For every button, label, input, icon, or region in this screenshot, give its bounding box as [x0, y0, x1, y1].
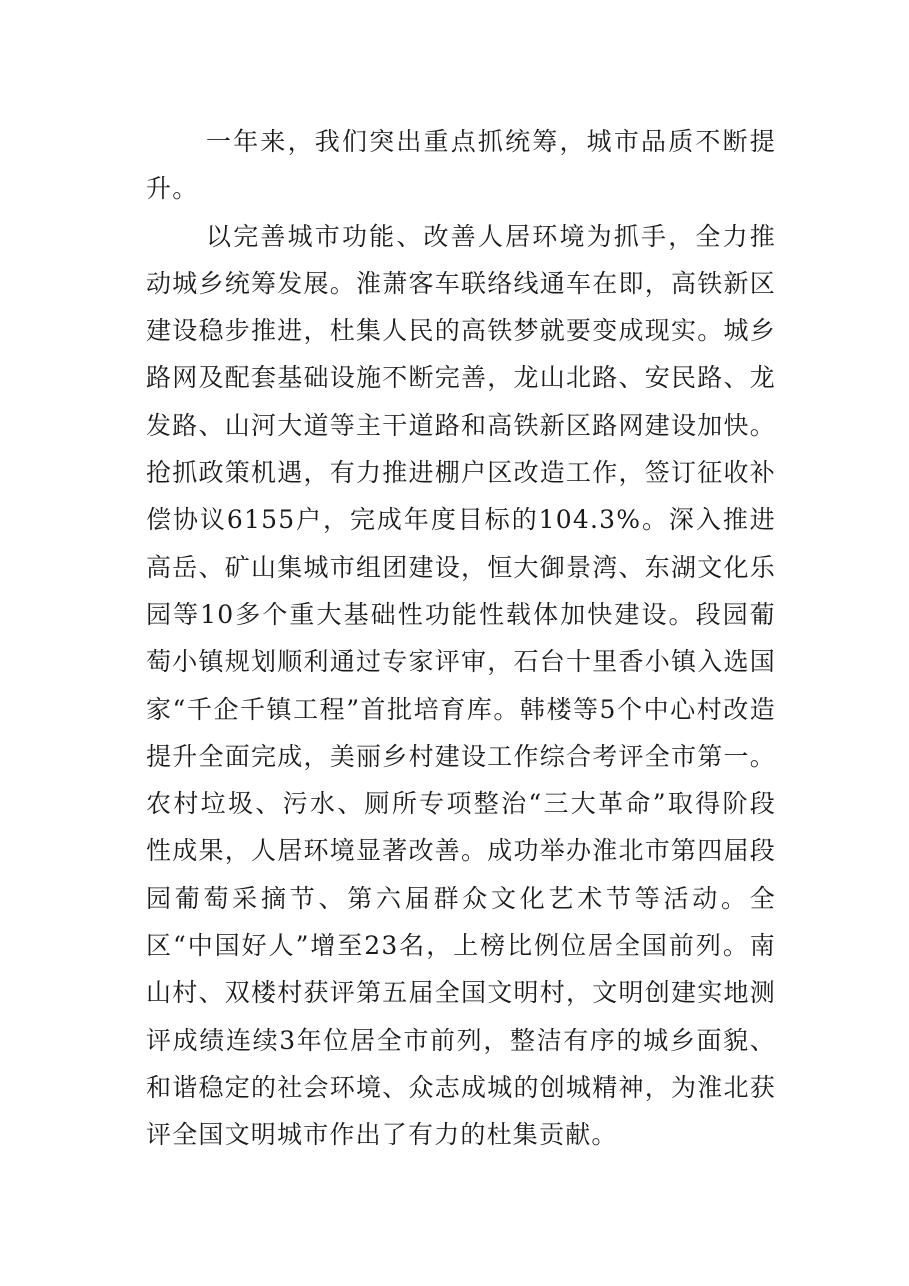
paragraph-urban-rural-development: 以完善城市功能、改善人居环境为抓手，全力推动城乡统筹发展。淮萧客车联络线通车在即，高铁新区建设稳步推进，杜集人民的高铁梦就要变成现实。城乡路网及配套基础设施不断完善，龙山北路、安民路、龙发路、山河大道等主干道路和高铁新区路网建设加快。抢抓政策机遇，有力推进棚户区改造工作，签订征收补偿协议6155户，完成年度目标的104.3%。深入推进高岳、矿山集城市组团建设，恒大御景湾、东湖文化乐园等10多个重大基础性功能性载体加快建设。段园葡萄小镇规划顺利通过专家评审，石台十里香小镇入选国家“千企千镇工程”首批培育库。韩楼等5个中心村改造提升全面完成，美丽乡村建设工作综合考评全市第一。农村垃圾、污水、厕所专项整治“三大革命”取得阶段性成果，人居环境显著改善。成功举办淮北市第四届段园葡萄采摘节、第六届群众文化艺术节等活动。全区“中国好人”增至23名，上榜比例位居全国前列。南山村、双楼村获评第五届全国文明村，文明创建实地测评成绩连续3年位居全市前列，整洁有序的城乡面貌、和谐稳定的社会环境、众志成城的创城精神，为淮北获评全国文明城市作出了有力的杜集贡献。: [146, 221, 776, 1150]
document-body: [146, 118, 776, 1159]
paragraph-summary: 一年来，我们突出重点抓统筹，城市品质不断提升。: [146, 127, 776, 204]
